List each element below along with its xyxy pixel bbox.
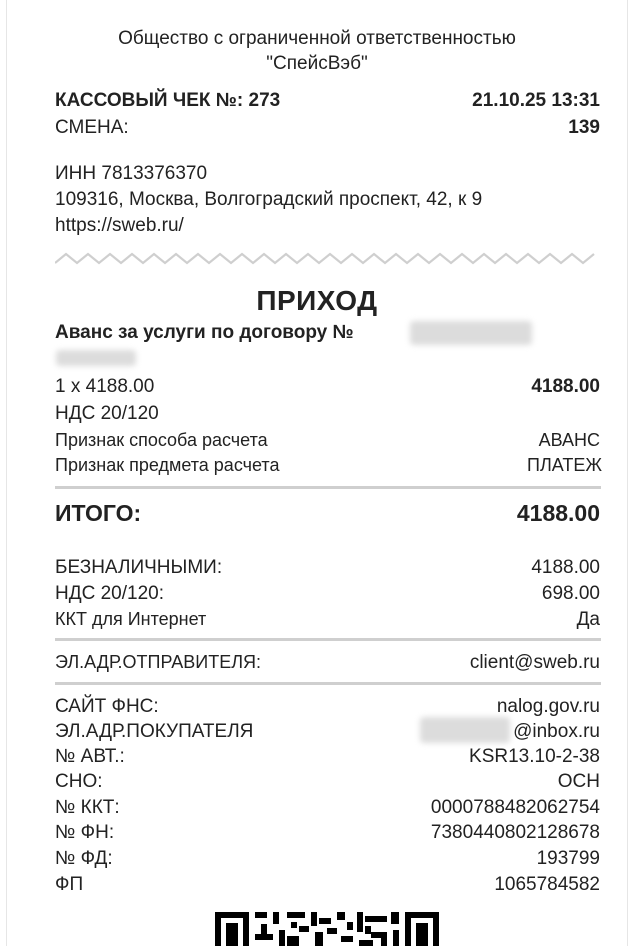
tax-system-value: ОСН bbox=[557, 771, 600, 792]
total-vat-label: НДС 20/120: bbox=[55, 583, 164, 604]
fns-site-value: nalog.gov.ru bbox=[496, 696, 600, 717]
item-total: 4188.00 bbox=[531, 376, 600, 397]
qr-code bbox=[215, 912, 439, 946]
payment-method-value: АВАНС bbox=[538, 430, 600, 450]
kkt-number-label: № ККТ: bbox=[55, 797, 120, 818]
inn: ИНН 7813376370 bbox=[55, 163, 208, 184]
shift-label: СМЕНА: bbox=[55, 117, 129, 138]
receipt-number: КАССОВЫЙ ЧЕК №: 273 bbox=[55, 90, 281, 111]
divider bbox=[55, 486, 601, 489]
buyer-email-value: @inbox.ru bbox=[513, 721, 600, 742]
receipt-datetime: 21.10.25 13:31 bbox=[472, 90, 600, 111]
website-link[interactable]: https://sweb.ru/ bbox=[55, 215, 184, 236]
total-vat-value: 698.00 bbox=[541, 583, 600, 604]
tax-system-label: СНО: bbox=[55, 771, 103, 792]
page-edge-left bbox=[6, 0, 7, 946]
total-value: 4188.00 bbox=[516, 500, 600, 526]
payment-subject-value: ПЛАТЕЖ bbox=[527, 455, 602, 475]
fns-site-label: САЙТ ФНС: bbox=[55, 696, 159, 717]
shift-value: 139 bbox=[568, 117, 600, 138]
payment-subject-label: Признак предмета расчета bbox=[55, 455, 280, 475]
buyer-email-label: ЭЛ.АДР.ПОКУПАТЕЛЯ bbox=[55, 721, 254, 742]
fd-number-value: 193799 bbox=[536, 848, 600, 869]
redacted-contract-suffix bbox=[56, 350, 136, 366]
company-name-line2: "СпейсВэб" bbox=[266, 53, 368, 74]
internet-kkt-value: Да bbox=[576, 609, 600, 630]
company-name-line1: Общество с ограниченной ответственностью bbox=[118, 28, 516, 49]
internet-kkt-label: ККТ для Интернет bbox=[55, 609, 207, 629]
item-qty-price: 1 x 4188.00 bbox=[55, 376, 155, 397]
payment-method-label: Признак способа расчета bbox=[55, 430, 268, 450]
item-vat: НДС 20/120 bbox=[55, 403, 159, 424]
sender-email-value: client@sweb.ru bbox=[469, 652, 600, 673]
fn-number-value: 7380440802128678 bbox=[430, 822, 600, 843]
address: 109316, Москва, Волгоградский проспект, 42, к 9 bbox=[55, 189, 483, 210]
divider bbox=[55, 682, 601, 685]
operation-type: ПРИХОД bbox=[256, 285, 378, 316]
zigzag-divider bbox=[55, 251, 601, 267]
page-edge-right bbox=[627, 0, 628, 946]
item-name: Аванс за услуги по договору № bbox=[55, 322, 354, 343]
cashless-label: БЕЗНАЛИЧНЫМИ: bbox=[55, 557, 223, 578]
cashless-value: 4188.00 bbox=[531, 557, 600, 578]
redacted-buyer-email bbox=[420, 717, 510, 743]
kkt-number-value: 0000788482062754 bbox=[430, 797, 600, 818]
fiscal-sign-value: 1065784582 bbox=[494, 874, 600, 895]
auto-number-label: № АВТ.: bbox=[55, 746, 125, 767]
fiscal-sign-label: ФП bbox=[55, 874, 84, 895]
auto-number-value: KSR13.10-2-38 bbox=[469, 746, 600, 767]
fd-number-label: № ФД: bbox=[55, 848, 113, 869]
redacted-contract-number bbox=[410, 321, 532, 345]
fn-number-label: № ФН: bbox=[55, 822, 115, 843]
total-label: ИТОГО: bbox=[55, 500, 142, 526]
divider bbox=[55, 638, 601, 641]
sender-email-label: ЭЛ.АДР.ОТПРАВИТЕЛЯ: bbox=[55, 652, 262, 672]
